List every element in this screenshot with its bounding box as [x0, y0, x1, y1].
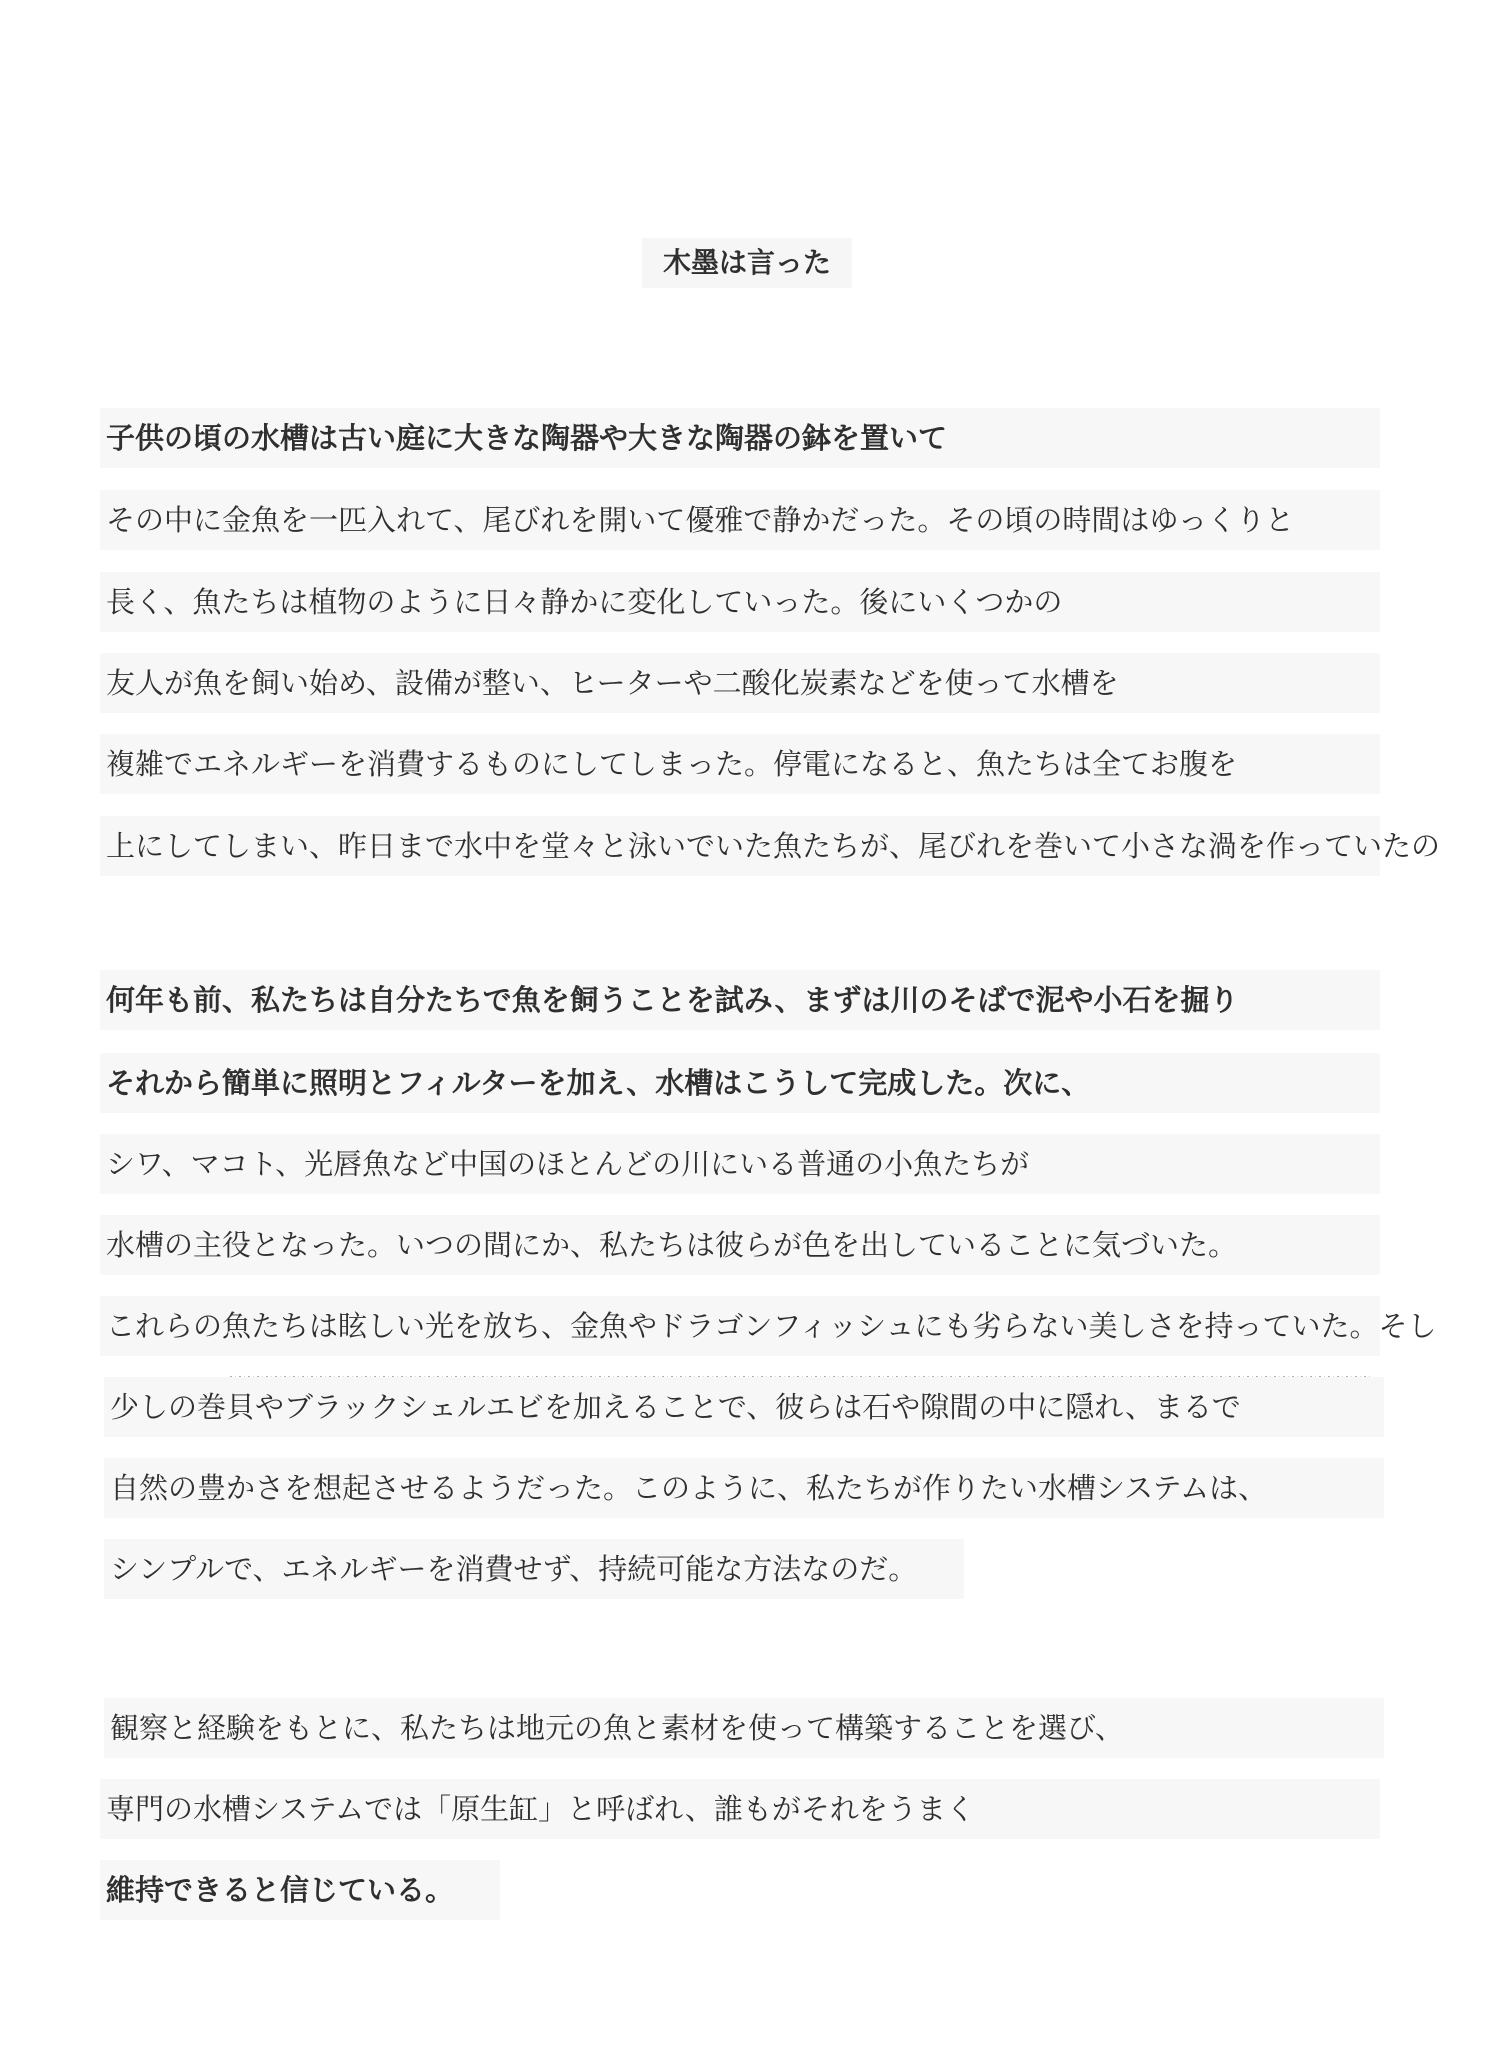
line-text: シンプルで、エネルギーを消費せず、持続可能な方法なのだ。 [110, 1552, 918, 1586]
paragraph-2-line-1 [100, 970, 1380, 1030]
line-text: 子供の頃の水槽は古い庭に大きな陶器や大きな陶器の鉢を置いて [106, 421, 948, 455]
line-text: 自然の豊かさを想起させるようだった。このように、私たちが作りたい水槽システムは、 [110, 1471, 1268, 1505]
line-text: 観察と経験をもとに、私たちは地元の魚と素材を使って構築することを選び、 [110, 1711, 1124, 1745]
line-text: シワ、マコト、光唇魚など中国のほとんどの川にいる普通の小魚たちが [106, 1147, 1030, 1181]
paragraph-1-line-1 [100, 408, 1380, 468]
line-text: 複雑でエネルギーを消費するものにしてしまった。停電になると、魚たちは全てお腹を [106, 747, 1238, 781]
paragraph-1-line-5 [100, 734, 1380, 794]
paragraph-1-line-6 [100, 816, 1510, 876]
line-text: 何年も前、私たちは自分たちで魚を飼うことを試み、まずは川のそばで泥や小石を掘り [106, 983, 1239, 1017]
line-text: それから簡単に照明とフィルターを加え、水槽はこうして完成した。次に、 [106, 1066, 1091, 1100]
paragraph-1-line-4 [100, 653, 1380, 713]
paragraph-2-line-6 [104, 1377, 1384, 1437]
line-text: 水槽の主役となった。いつの間にか、私たちは彼らが色を出していることに気づいた。 [106, 1228, 1238, 1262]
paragraph-2-line-2 [100, 1053, 1380, 1113]
paragraph-1-line-2 [100, 490, 1380, 550]
line-text: その中に金魚を一匹入れて、尾びれを開いて優雅で静かだった。その頃の時間はゆっくりと [106, 503, 1295, 537]
paragraph-3-line-1 [104, 1698, 1384, 1758]
line-text: 友人が魚を飼い始め、設備が整い、ヒーターや二酸化炭素などを使って水槽を [106, 666, 1119, 700]
paragraph-2-line-5 [100, 1296, 1510, 1356]
paragraph-3-line-2 [100, 1779, 1380, 1839]
paragraph-2-line-4 [100, 1215, 1380, 1275]
paragraph-3-line-3 [100, 1860, 520, 1920]
line-text: 長く、魚たちは植物のように日々静かに変化していった。後にいくつかの [106, 585, 1063, 619]
page-title: 木墨は言った [642, 238, 852, 288]
line-text: 専門の水槽システムでは「原生缸」と呼ばれ、誰もがそれをうまく [106, 1792, 975, 1826]
paragraph-2-line-8 [104, 1539, 964, 1599]
paragraph-2-line-7 [104, 1458, 1384, 1518]
line-text: 少しの巻貝やブラックシェルエビを加えることで、彼らは石や隙間の中に隠れ、まるで [110, 1390, 1241, 1424]
paragraph-2-line-3 [100, 1134, 1380, 1194]
paragraph-1-line-3 [100, 572, 1380, 632]
line-text: これらの魚たちは眩しい光を放ち、金魚やドラゴンフィッシュにも劣らない美しさを持っていた。そし [106, 1309, 1437, 1343]
line-text: 維持できると信じている。 [106, 1873, 455, 1907]
line-text: 上にしてしまい、昨日まで水中を堂々と泳いでいた魚たちが、尾びれを巻いて小さな渦を作っていたの [106, 829, 1441, 863]
